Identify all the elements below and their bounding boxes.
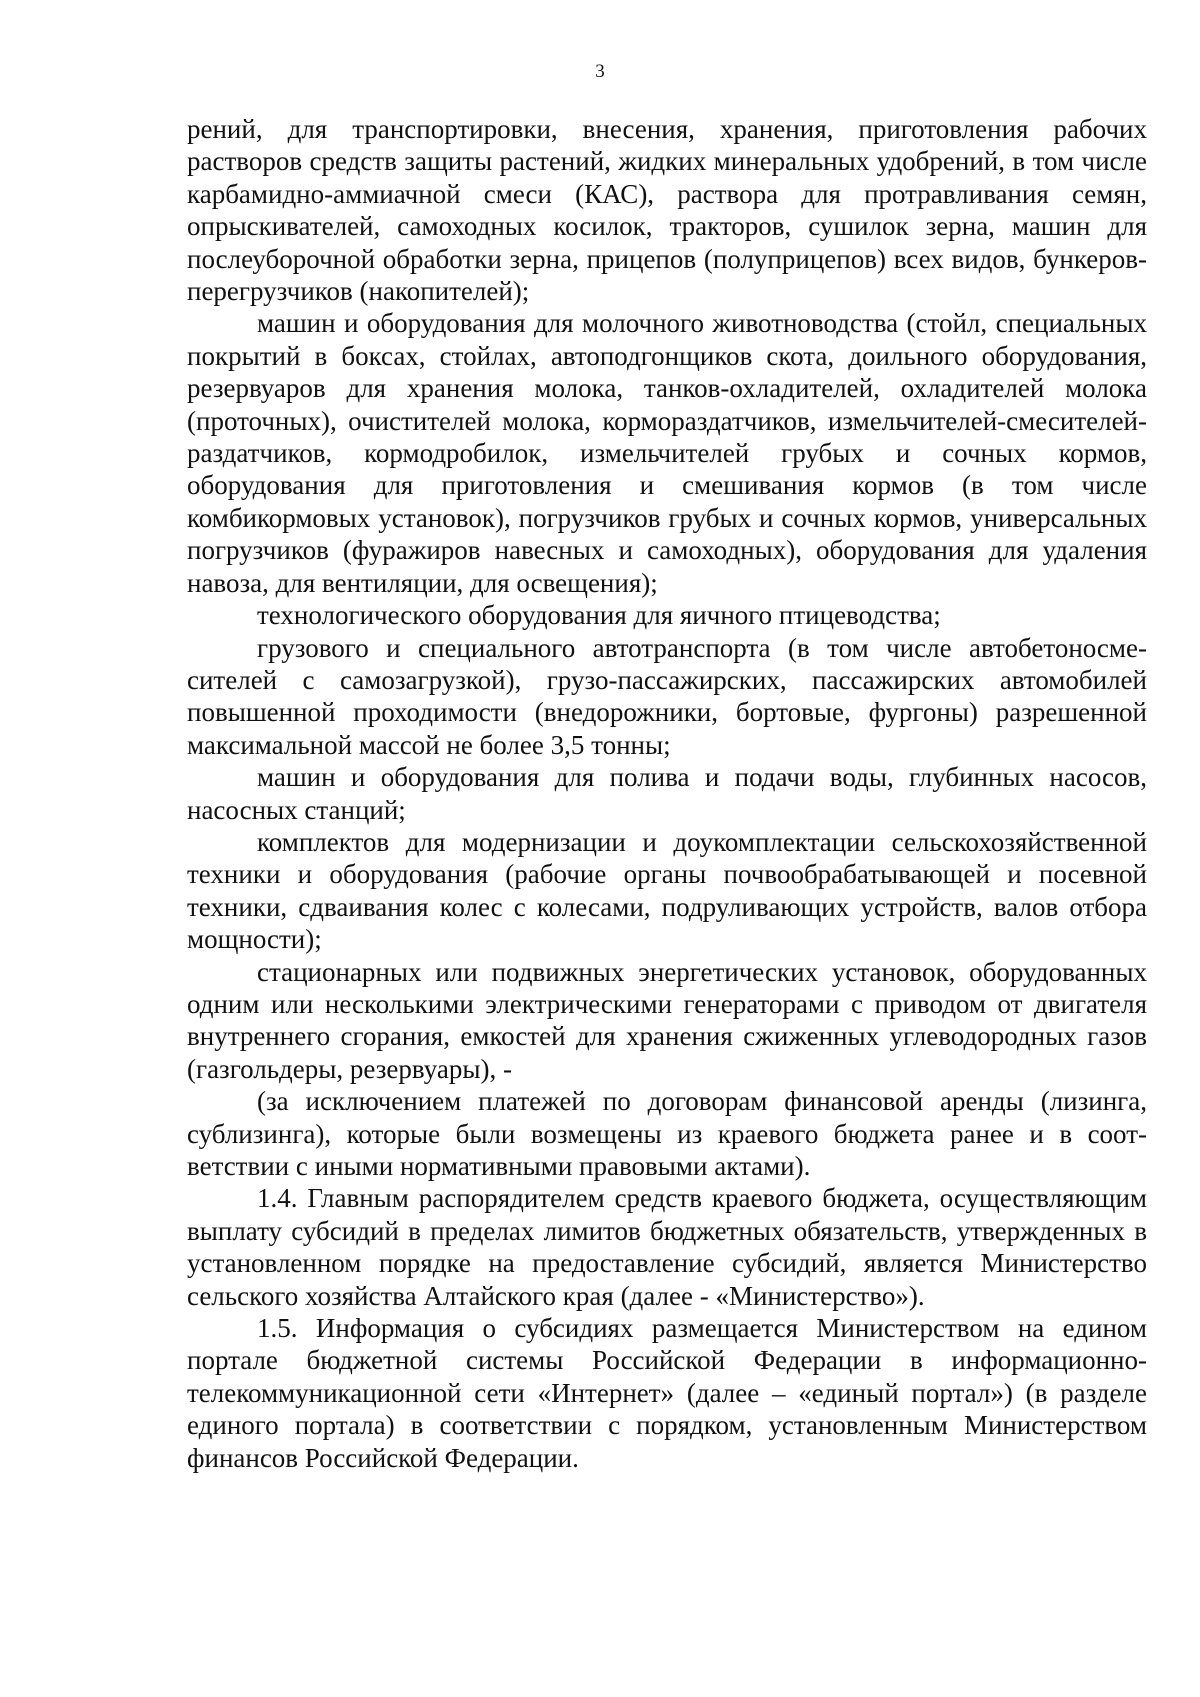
paragraph-poultry-equipment: технологического оборудования для яичного птицеводства; xyxy=(257,600,941,631)
paragraph-section-1-4: 1.4. Главным распорядителем средств краевого бюджета, осуществляющим выплату субсидий в пределах лимитов бюджетных обязательств, утвержденных в установленном порядке на предоставление субсидий, является Министерство сельского хозяйства Алтайского края (далее - «Министерство»). xyxy=(187,1183,1147,1311)
paragraph-irrigation: машин и оборудования для полива и подачи воды, глубинных насосов, насосных станций; xyxy=(187,762,1147,825)
paragraph-continuation: рений, для транспортировки, внесения, хранения, приготовления рабочих растворов средств защиты растений, жидких минеральных удобрений, в том числе карбамидно-аммиачной смеси (КАС), раствора для протравливания семян, опрыскивателей, самоходных косилок, тракторов, сушилок зерна, машин для послеуборочной обработки зерна, прицепов (полуприцепов) всех видов, бункеров-перегрузчиков (накопителей); xyxy=(187,114,1147,307)
document-body xyxy=(187,113,1147,1474)
paragraph-energy-installations: стационарных или подвижных энергетических установок, оборудованных одним или несколькими электрическими генераторами с приводом от двигателя внутреннего сгорания, емкостей для хранения сжиженных углеводородных газов (газгольдеры, резервуары), - xyxy=(187,956,1147,1084)
page-number: 3 xyxy=(595,61,605,82)
paragraph-section-1-5: 1.5. Информация о субсидиях размещается Министерством на едином портале бюджетной системы Российской Федерации в информационно-телекоммуникационной сети «Интернет» (далее – «единый портал») (в разделе единого портала) в соответствии с порядком, установленным Министерством финансов Российской Федерации. xyxy=(187,1313,1147,1473)
paragraph-modernization-kits: комплектов для модернизации и доукомплектации сельскохозяйственной техники и оборудования (рабочие органы почвообрабатывающей и посевной техники, сдваивания колес с колесами, подруливающих устройств, валов отбора мощности); xyxy=(187,826,1147,955)
paragraph-leasing-exception: (за исключением платежей по договорам финансовой аренды (лизинга, сублизинга), которые были возмещены из краевого бюджета ранее и в соответствии с иными нормативными правовыми актами). xyxy=(187,1086,1147,1181)
paragraph-freight-transport: грузового и специального автотранспорта (в том числе автобетоносмесителей с самозагрузкой), грузо-пассажирских, пассажирских автомобилей повышенной проходимости (внедорожники, бортовые, фургоны) разрешенной максимальной массой не более 3,5 тонны; xyxy=(187,632,1147,760)
paragraph-dairy-equipment: машин и оборудования для молочного животноводства (стойл, специальных покрытий в боксах, стойлах, автоподгонщиков скота, доильного оборудования, резервуаров для хранения молока, танков-охладителей, охладителей молока (проточных), очистителей молока, кормораздатчиков, измельчителей-смесителей-раздатчиков, кормодробилок, измельчителей грубых и сочных кормов, оборудования для приготовления и смешивания кормов (в том числе комбикормовых установок), погрузчиков грубых и сочных кормов, универсальных погрузчиков (фуражиров навесных и самоходных), оборудования для удаления навоза, для вентиляции, для освещения); xyxy=(187,308,1147,598)
